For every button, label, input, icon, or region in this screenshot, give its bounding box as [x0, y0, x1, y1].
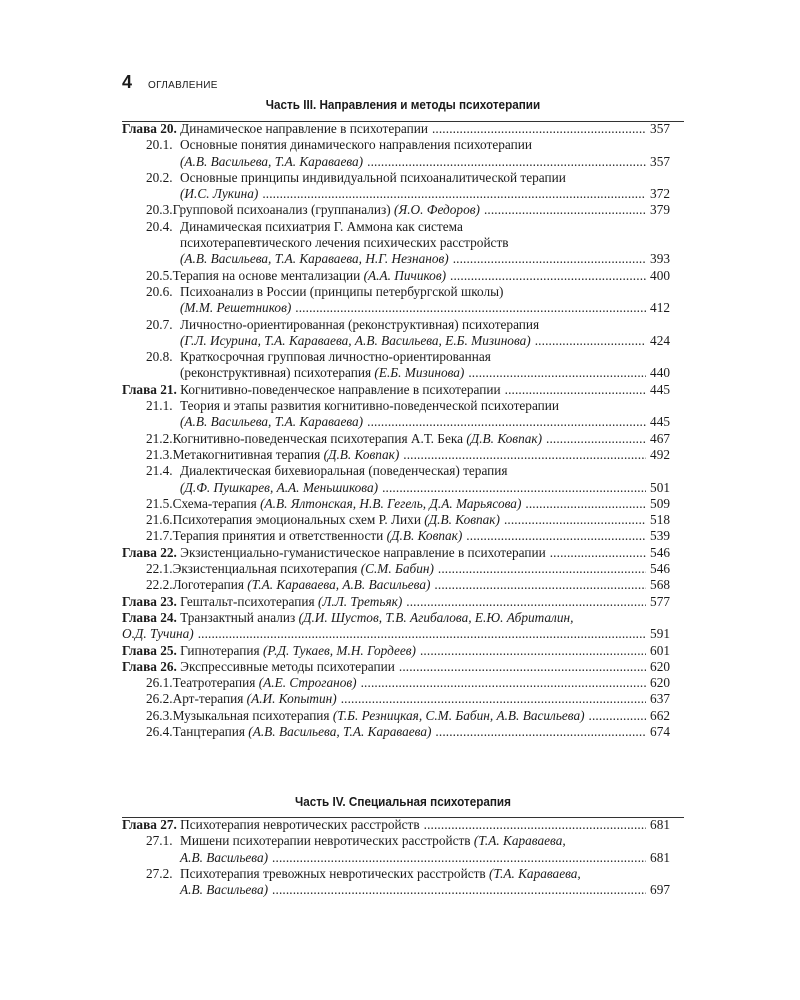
- part-heading: Часть IV. Специальная психотерапия: [295, 794, 511, 809]
- toc-line: [146, 398, 670, 414]
- chapter-label: Глава 27.: [122, 817, 177, 832]
- toc-section: [122, 496, 670, 512]
- section-number: 20.8.: [146, 349, 173, 365]
- entry-title: Основные принципы индивидуальной психоаналитической терапии: [180, 169, 566, 185]
- entry-title: Групповой психоанализ (группанализ): [172, 202, 391, 218]
- entry-authors: (Р.Д. Тукаев, М.Н. Гордеев): [262, 642, 416, 658]
- page-ref: 357: [650, 153, 670, 169]
- page-ref: 424: [650, 332, 670, 348]
- page-ref: 601: [650, 642, 670, 658]
- section-number: 21.7.: [146, 528, 173, 544]
- toc-line: [122, 121, 670, 137]
- entry-title: Когнитивно-поведенческое направление в психотерапии: [180, 381, 501, 397]
- toc-section: [122, 528, 670, 544]
- page-ref: 440: [650, 365, 670, 381]
- section-number: 20.5.: [146, 267, 173, 283]
- toc-chapter: [122, 382, 670, 398]
- toc-line: [146, 284, 670, 300]
- toc-line: [146, 447, 670, 463]
- entry-authors: (А.Е. Строганов): [258, 675, 357, 691]
- page-ref: 662: [650, 707, 670, 723]
- entry-title: психотерапевтического лечения психических расстройств: [180, 235, 509, 251]
- section-number: 21.4.: [146, 463, 173, 479]
- toc-line: [146, 866, 670, 882]
- toc-line: [146, 268, 670, 284]
- page-ref: 445: [650, 381, 670, 397]
- toc-line: [146, 202, 670, 218]
- dot-leader: [466, 528, 646, 544]
- toc-section: [122, 724, 670, 740]
- toc-line: [146, 724, 670, 740]
- toc-section: [122, 219, 670, 268]
- page-ref: 501: [650, 479, 670, 495]
- toc-line: [146, 349, 670, 365]
- entry-authors: (Т.А. Караваева, А.В. Васильева): [247, 577, 431, 593]
- page-ref: 393: [650, 251, 670, 267]
- toc-section: [122, 268, 670, 284]
- toc-line: [146, 708, 670, 724]
- entry-authors: (А.В. Васильева, Т.А. Караваева): [180, 153, 364, 169]
- entry-title: Метакогнитивная терапия: [172, 446, 321, 462]
- dot-leader: [341, 691, 646, 707]
- running-head: ОГЛАВЛЕНИЕ: [148, 80, 218, 91]
- page-ref: 372: [650, 186, 670, 202]
- toc-line: [146, 833, 670, 849]
- entry-title: Экзистенциально-гуманистическое направление в психотерапии: [180, 544, 546, 560]
- section-number: 26.4.: [146, 723, 173, 739]
- entry-title: Мишени психотерапии невротических расстройств: [180, 833, 471, 849]
- page-ref: 591: [650, 626, 670, 642]
- toc-line: [122, 659, 670, 675]
- toc-line: [122, 626, 670, 642]
- toc-chapter: [122, 545, 670, 561]
- chapter-label: Глава 23.: [122, 593, 177, 609]
- entry-title: Краткосрочная групповая личностно-ориентированная: [180, 349, 491, 365]
- toc-line: [146, 496, 670, 512]
- dot-leader: [382, 480, 646, 496]
- page-ref: 357: [650, 121, 670, 136]
- dot-leader: [295, 300, 646, 316]
- toc-line: [146, 137, 670, 153]
- entry-authors: (Д.В. Ковпак): [424, 512, 500, 528]
- toc-line: [146, 675, 670, 691]
- section-number: 20.6.: [146, 283, 173, 299]
- section-number: 20.1.: [146, 137, 173, 153]
- page-ref: 539: [650, 528, 670, 544]
- toc-section: [122, 675, 670, 691]
- toc-line: [146, 561, 670, 577]
- entry-title: Схема-терапия: [172, 495, 257, 511]
- entry-title: Театротерапия: [172, 675, 256, 691]
- chapter-label: Глава 25.: [122, 642, 177, 658]
- section-number: 26.1.: [146, 675, 173, 691]
- dot-leader: [424, 817, 646, 833]
- page-ref: 379: [650, 202, 670, 218]
- entry-title: Танцтерапия: [172, 723, 245, 739]
- dot-leader: [525, 496, 646, 512]
- dot-leader: [403, 447, 646, 463]
- section-number: 26.3.: [146, 707, 173, 723]
- toc-line: [122, 643, 670, 659]
- toc-chapter: [122, 817, 670, 833]
- entry-title: Гипнотерапия: [180, 642, 260, 658]
- page-ref: 412: [650, 300, 670, 316]
- section-number: 21.5.: [146, 495, 173, 511]
- toc-section: [122, 349, 670, 382]
- page-ref: 674: [650, 723, 670, 739]
- entry-title: Психоанализ в России (принципы петербургской школы): [180, 283, 504, 299]
- entry-title: Диалектическая бихевиоральная (поведенческая) терапия: [180, 463, 508, 479]
- toc-line: [146, 154, 670, 170]
- entry-title: Психотерапия эмоциональных схем Р. Лихи: [172, 512, 421, 528]
- section-number: 22.2.: [146, 577, 173, 593]
- page-header: [122, 72, 218, 96]
- entry-authors: (Д.И. Шустов, Т.В. Агибалова, Е.Ю. Абриталин,: [298, 609, 574, 625]
- toc-line: [146, 251, 670, 267]
- toc-line: [146, 882, 670, 898]
- toc-chapter: [122, 610, 670, 643]
- dot-leader: [367, 154, 646, 170]
- entry-title: Музыкальная психотерапия: [172, 707, 330, 723]
- toc-section: [122, 833, 670, 866]
- entry-authors: А.В. Васильева): [180, 849, 269, 865]
- entry-authors: (Д.В. Ковпак): [466, 430, 543, 446]
- entry-authors: (А.В. Васильева, Т.А. Караваева): [180, 414, 364, 430]
- toc-line: [146, 300, 670, 316]
- toc-line: [122, 382, 670, 398]
- section-number: 21.1.: [146, 398, 173, 414]
- page-number: 4: [122, 72, 133, 92]
- entry-title: Теория и этапы развития когнитивно-поведенческой психотерапии: [180, 398, 560, 414]
- dot-leader: [198, 626, 646, 642]
- entry-title: Арт-терапия: [172, 691, 244, 707]
- entry-title: Когнитивно-поведенческая психотерапия А.Т. Бека: [172, 430, 464, 446]
- page-ref: 577: [650, 593, 670, 609]
- entry-title: Психотерапия невротических расстройств: [180, 817, 420, 832]
- toc-line: [146, 480, 670, 496]
- entry-title: Личностно-ориентированная (реконструктивная) психотерапия: [180, 316, 540, 332]
- section-number: 20.2.: [146, 169, 173, 185]
- toc-chapter: [122, 594, 670, 610]
- chapter-label: Глава 21.: [122, 381, 177, 397]
- section-number: 27.2.: [146, 865, 173, 881]
- entry-authors: (А.И. Копытин): [246, 691, 337, 707]
- toc-line: [146, 850, 670, 866]
- toc-line: [146, 186, 670, 202]
- dot-leader: [435, 724, 646, 740]
- page-ref: 467: [650, 430, 670, 446]
- dot-leader: [399, 659, 646, 675]
- dot-leader: [272, 882, 646, 898]
- entry-authors: А.В. Васильева): [180, 882, 269, 898]
- entry-authors: (А.В. Ялтонская, Н.В. Гегель, Д.А. Марьясова): [260, 495, 522, 511]
- toc-line: [122, 817, 670, 833]
- entry-title: (реконструктивная) психотерапия: [180, 365, 372, 381]
- entry-authors: (Т.А. Караваева,: [473, 833, 566, 849]
- entry-title: Терапия принятия и ответственности: [172, 528, 384, 544]
- dot-leader: [504, 512, 646, 528]
- toc-section: [122, 202, 670, 218]
- toc-section: [122, 691, 670, 707]
- dot-leader: [367, 414, 646, 430]
- entry-authors: (Е.Б. Мизинова): [374, 365, 465, 381]
- chapter-label: Глава 24.: [122, 609, 177, 625]
- toc-line: [146, 463, 670, 479]
- section-number: 21.2.: [146, 430, 173, 446]
- chapter-label: Глава 20.: [122, 121, 177, 136]
- toc-line: [122, 594, 670, 610]
- section-number: 22.1.: [146, 561, 173, 577]
- toc-section: [122, 170, 670, 203]
- entry-authors: (А.А. Пичиков): [363, 267, 447, 283]
- page-ref: 620: [650, 658, 670, 674]
- toc-line: [146, 235, 670, 251]
- dot-leader: [434, 577, 646, 593]
- toc-section: [122, 398, 670, 431]
- dot-leader: [438, 561, 646, 577]
- entry-authors: (Г.Л. Исурина, Т.А. Караваева, А.В. Васильева, Е.Б. Мизинова): [180, 332, 531, 348]
- page-ref: 400: [650, 267, 670, 283]
- part-heading: Часть III. Направления и методы психотерапии: [265, 97, 541, 112]
- section-number: 26.2.: [146, 691, 173, 707]
- dot-leader: [262, 186, 646, 202]
- entry-authors: (М.М. Решетников): [180, 300, 292, 316]
- toc-line: [146, 170, 670, 186]
- dot-leader: [420, 643, 646, 659]
- page-ref: 697: [650, 882, 670, 898]
- page-ref: 681: [650, 817, 670, 832]
- chapter-label: Глава 22.: [122, 544, 177, 560]
- entry-title: Гештальт-психотерапия: [180, 593, 315, 609]
- dot-leader: [361, 675, 646, 691]
- entry-title: Экзистенциальная психотерапия: [172, 561, 358, 577]
- dot-leader: [272, 850, 646, 866]
- page-ref: 509: [650, 495, 670, 511]
- toc-line: [146, 365, 670, 381]
- entry-title: Экспрессивные методы психотерапии: [180, 658, 395, 674]
- toc-line: [146, 317, 670, 333]
- toc-section: [122, 708, 670, 724]
- entry-authors: О.Д. Тучина): [122, 626, 194, 642]
- entry-authors: (А.В. Васильева, Т.А. Караваева, Н.Г. Незнанов): [180, 251, 449, 267]
- entry-title: Психотерапия тревожных невротических расстройств: [180, 865, 486, 881]
- dot-leader: [535, 333, 646, 349]
- toc-line: [122, 545, 670, 561]
- dot-leader: [505, 382, 646, 398]
- toc-section: [122, 463, 670, 496]
- dot-leader: [450, 268, 646, 284]
- entry-authors: (Я.О. Федоров): [394, 202, 480, 218]
- page-ref: 681: [650, 849, 670, 865]
- toc-chapter: [122, 643, 670, 659]
- toc-list: [122, 121, 670, 740]
- toc-line: [146, 577, 670, 593]
- dot-leader: [550, 545, 646, 561]
- toc-list: [122, 817, 670, 898]
- dot-leader: [468, 365, 646, 381]
- page-ref: 518: [650, 512, 670, 528]
- entry-authors: (Т.А. Караваева,: [489, 865, 581, 881]
- chapter-label: Глава 26.: [122, 658, 177, 674]
- toc-line: [146, 431, 670, 447]
- page-ref: 546: [650, 544, 670, 560]
- section-number: 21.6.: [146, 512, 173, 528]
- entry-authors: (И.С. Лукина): [180, 186, 259, 202]
- entry-title: Логотерапия: [172, 577, 244, 593]
- toc-section: [122, 577, 670, 593]
- section-number: 20.3.: [146, 202, 173, 218]
- toc-line: [146, 691, 670, 707]
- entry-title: Динамическое направление в психотерапии: [180, 121, 428, 136]
- toc-section: [122, 512, 670, 528]
- section-number: 20.4.: [146, 218, 173, 234]
- section-number: 27.1.: [146, 833, 173, 849]
- dot-leader: [484, 202, 646, 218]
- toc-section: [122, 866, 670, 899]
- entry-title: Динамическая психиатрия Г. Аммона как система: [180, 218, 463, 234]
- toc-section: [122, 431, 670, 447]
- entry-title: Терапия на основе ментализации: [172, 267, 361, 283]
- toc-chapter: [122, 659, 670, 675]
- entry-authors: (А.В. Васильева, Т.А. Караваева): [248, 723, 432, 739]
- entry-authors: (Д.Ф. Пушкарев, А.А. Меньшикова): [180, 479, 379, 495]
- dot-leader: [432, 121, 646, 137]
- entry-authors: (С.М. Бабин): [360, 561, 434, 577]
- entry-title: Транзактный анализ: [180, 609, 296, 625]
- toc-section: [122, 137, 670, 170]
- entry-authors: (Д.В. Ковпак): [323, 446, 400, 462]
- entry-title: Основные понятия динамического направления психотерапии: [180, 137, 532, 153]
- toc-line: [146, 333, 670, 349]
- toc-line: [122, 610, 670, 626]
- toc-line: [146, 512, 670, 528]
- toc-line: [146, 528, 670, 544]
- page-ref: 492: [650, 446, 670, 462]
- page-ref: 568: [650, 577, 670, 593]
- toc-section: [122, 447, 670, 463]
- page-ref: 445: [650, 414, 670, 430]
- toc-section: [122, 561, 670, 577]
- section-number: 21.3.: [146, 446, 173, 462]
- dot-leader: [406, 594, 646, 610]
- toc-line: [146, 414, 670, 430]
- entry-authors: (Т.Б. Резницкая, С.М. Бабин, А.В. Васильева): [332, 707, 585, 723]
- dot-leader: [546, 431, 646, 447]
- toc-section: [122, 317, 670, 350]
- section-number: 20.7.: [146, 316, 173, 332]
- page-ref: 637: [650, 691, 670, 707]
- page-ref: 620: [650, 675, 670, 691]
- entry-authors: (Д.В. Ковпак): [386, 528, 463, 544]
- dot-leader: [453, 251, 646, 267]
- toc-line: [146, 219, 670, 235]
- toc-section: [122, 284, 670, 317]
- dot-leader: [589, 708, 646, 724]
- entry-authors: (Л.Л. Третьяк): [317, 593, 403, 609]
- page-ref: 546: [650, 561, 670, 577]
- toc-chapter: [122, 121, 670, 137]
